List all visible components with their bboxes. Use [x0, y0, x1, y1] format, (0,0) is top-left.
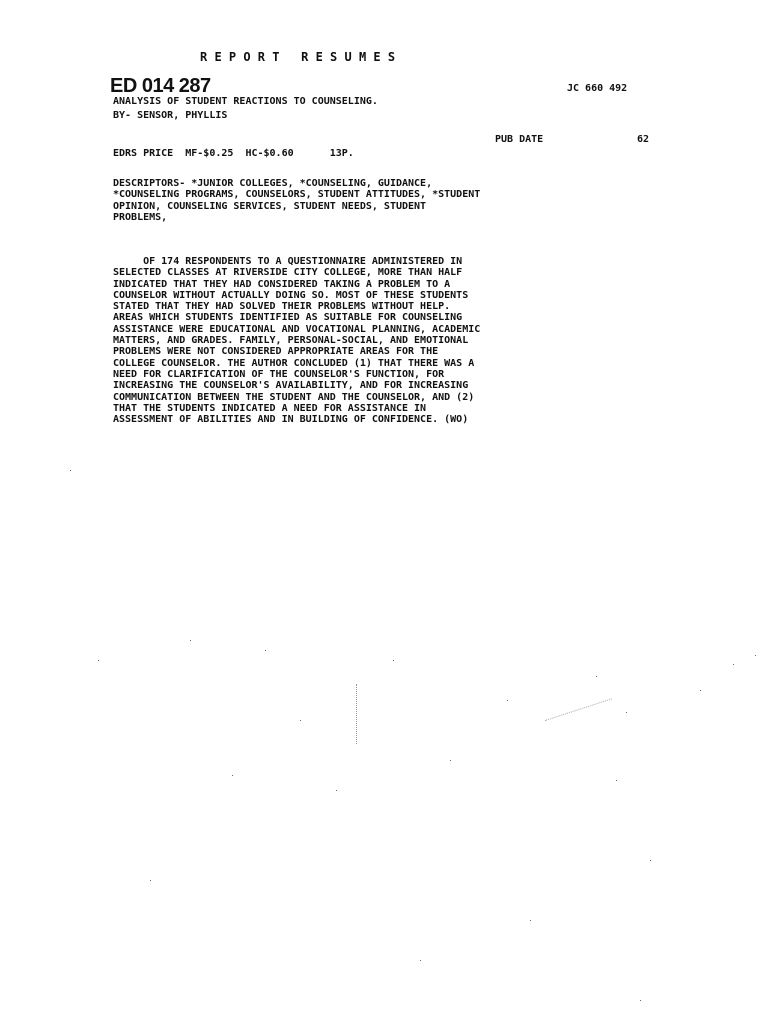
- scan-speck: [616, 780, 617, 781]
- scan-speck: [650, 860, 651, 861]
- scan-speck: [640, 1000, 641, 1001]
- scan-speck: [626, 712, 627, 713]
- abstract-line: ASSISTANCE WERE EDUCATIONAL AND VOCATIONAL PLANNING, ACADEMIC: [113, 323, 481, 335]
- scan-speck: [530, 920, 531, 921]
- jc-number: JC 660 492: [567, 83, 628, 94]
- scan-speck: [190, 640, 191, 641]
- scan-speck: [596, 676, 597, 677]
- abstract-line: STATED THAT THEY HAD SOLVED THEIR PROBLEMS WITHOUT HELP.: [113, 301, 451, 313]
- abstract-line: THAT THE STUDENTS INDICATED A NEED FOR ASSISTANCE IN: [113, 402, 427, 414]
- scan-speck: [300, 720, 301, 721]
- descriptors-block: [113, 178, 673, 223]
- abstract-line: NEED FOR CLARIFICATION OF THE COUNSELOR'S FUNCTION, FOR: [113, 368, 445, 380]
- scan-speck: [232, 775, 233, 776]
- descriptors-line: OPINION, COUNSELING SERVICES, STUDENT NEEDS, STUDENT: [113, 200, 427, 212]
- scan-speck: [450, 760, 451, 761]
- abstract-line: COLLEGE COUNSELOR. THE AUTHOR CONCLUDED (1) THAT THERE WAS A: [113, 357, 475, 369]
- scan-speck: [733, 664, 734, 665]
- scan-speck: [393, 660, 394, 661]
- edrs-price: EDRS PRICE MF-$0.25 HC-$0.60 13P.: [113, 148, 354, 159]
- scan-speck: [150, 880, 151, 881]
- pub-date-value: 62: [637, 134, 650, 145]
- abstract-line: INDICATED THAT THEY HAD CONSIDERED TAKING A PROBLEM TO A: [113, 278, 451, 290]
- descriptors-line: PROBLEMS,: [113, 211, 168, 223]
- scan-artifact-line: [356, 684, 358, 744]
- document-title: ANALYSIS OF STUDENT REACTIONS TO COUNSELING.: [113, 96, 378, 107]
- scan-speck: [98, 660, 99, 661]
- abstract-line: AREAS WHICH STUDENTS IDENTIFIED AS SUITABLE FOR COUNSELING: [113, 312, 463, 324]
- page-heading: R E P O R T R E S U M E S: [200, 50, 396, 64]
- scan-speck: [265, 650, 266, 651]
- scan-speck: [755, 655, 756, 656]
- scan-speck: [420, 960, 421, 961]
- abstract-block: [113, 256, 673, 425]
- abstract-line: SELECTED CLASSES AT RIVERSIDE CITY COLLEGE, MORE THAN HALF: [113, 267, 463, 279]
- pub-date-label: PUB DATE: [495, 134, 544, 145]
- abstract-line: PROBLEMS WERE NOT CONSIDERED APPROPRIATE AREAS FOR THE: [113, 346, 439, 358]
- abstract-line: COMMUNICATION BETWEEN THE STUDENT AND THE COUNSELOR, AND (2): [113, 391, 475, 403]
- descriptors-line: DESCRIPTORS- *JUNIOR COLLEGES, *COUNSELING, GUIDANCE,: [113, 178, 433, 189]
- abstract-line: ASSESSMENT OF ABILITIES AND IN BUILDING OF CONFIDENCE. (WO): [113, 414, 469, 426]
- abstract-line: INCREASING THE COUNSELOR'S AVAILABILITY, AND FOR INCREASING: [113, 380, 469, 392]
- descriptors-line: *COUNSELING PROGRAMS, COUNSELORS, STUDENT ATTITUDES, *STUDENT: [113, 189, 481, 201]
- scan-speck: [336, 790, 337, 791]
- author-line: BY- SENSOR, PHYLLIS: [113, 110, 228, 121]
- scan-speck: [70, 470, 71, 471]
- ed-number: ED 014 287: [110, 75, 211, 97]
- scan-speck: [507, 700, 508, 701]
- abstract-line: MATTERS, AND GRADES. FAMILY, PERSONAL-SOCIAL, AND EMOTIONAL: [113, 335, 469, 347]
- scan-speck: [700, 690, 701, 691]
- abstract-line: OF 174 RESPONDENTS TO A QUESTIONNAIRE ADMINISTERED IN: [113, 256, 463, 267]
- abstract-line: COUNSELOR WITHOUT ACTUALLY DOING SO. MOST OF THESE STUDENTS: [113, 289, 469, 301]
- scan-artifact-line: [545, 698, 612, 721]
